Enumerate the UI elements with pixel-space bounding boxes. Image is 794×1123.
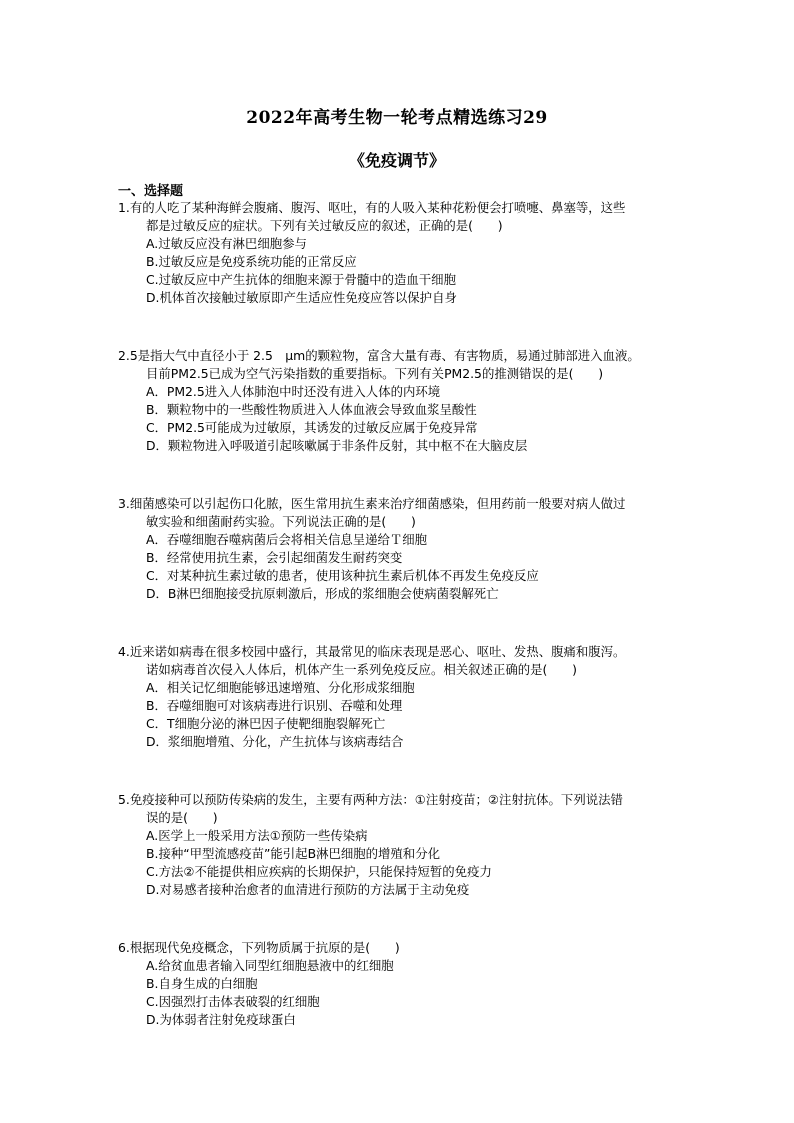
- option-d: D．B淋巴细胞接受抗原刺激后，形成的浆细胞会使病菌裂解死亡: [146, 586, 499, 601]
- question-stem: 5.免疫接种可以预防传染病的发生，主要有两种方法：①注射疫苗；②注射抗体。下列说法错: [118, 792, 623, 807]
- option-d: D.对易感者接种治愈者的血清进行预防的方法属于主动免疫: [146, 882, 470, 897]
- option-a: A.给贫血患者输入同型红细胞悬液中的红细胞: [146, 958, 394, 973]
- option-d: D.机体首次接触过敏原即产生适应性免疫应答以保护自身: [146, 290, 457, 305]
- option-c: C．T细胞分泌的淋巴因子使靶细胞裂解死亡: [146, 716, 386, 731]
- option-c: C.过敏反应中产生抗体的细胞来源于骨髓中的造血干细胞: [146, 272, 456, 287]
- option-c: C.因强烈打击体表破裂的红细胞: [146, 994, 320, 1009]
- question-2: [118, 347, 700, 455]
- option-a: A．吞噬细胞吞噬病菌后会将相关信息呈递给Ｔ细胞: [146, 532, 428, 547]
- option-b: B．颗粒物中的一些酸性物质进入人体血液会导致血浆呈酸性: [146, 402, 477, 417]
- section-heading: 一、选择题: [118, 184, 184, 199]
- question-5: [118, 791, 700, 899]
- option-c: C.方法②不能提供相应疾病的长期保护，只能保持短暂的免疫力: [146, 864, 492, 879]
- option-d: D．颗粒物进入呼吸道引起咳嗽属于非条件反射，其中枢不在大脑皮层: [146, 438, 528, 453]
- question-stem: 误的是( ): [146, 810, 218, 825]
- question-stem: 3.细菌感染可以引起伤口化脓，医生常用抗生素来治疗细菌感染，但用药前一般要对病人做过: [118, 496, 626, 511]
- option-b: B.过敏反应是免疫系统功能的正常反应: [146, 254, 357, 269]
- question-stem: 6.根据现代免疫概念，下列物质属于抗原的是( ): [118, 940, 400, 955]
- page-subtitle: 《免疫调节》: [348, 151, 445, 170]
- question-6: [118, 939, 700, 1029]
- question-1: [118, 199, 700, 307]
- option-a: A.过敏反应没有淋巴细胞参与: [146, 236, 307, 251]
- option-c: C．对某种抗生素过敏的患者，使用该种抗生素后机体不再发生免疫反应: [146, 568, 539, 583]
- option-b: B.自身生成的白细胞: [146, 976, 258, 991]
- question-stem: 1.有的人吃了某种海鲜会腹痛、腹泻、呕吐，有的人吸入某种花粉便会打喷嚏、鼻塞等，这些: [118, 200, 626, 215]
- question-stem: 4.近来诺如病毒在很多校园中盛行，其最常见的临床表现是恶心、呕吐、发热、腹痛和腹泻。: [118, 644, 626, 659]
- question-3: [118, 495, 700, 603]
- option-a: A.医学上一般采用方法①预防一些传染病: [146, 828, 368, 843]
- option-b: B．吞噬细胞可对该病毒进行识别、吞噬和处理: [146, 698, 403, 713]
- question-stem: 都是过敏反应的症状。下列有关过敏反应的叙述，正确的是( ): [146, 218, 503, 233]
- question-stem: 目前PM2.5已成为空气污染指数的重要指标。下列有关PM2.5的推测错误的是( ): [146, 366, 604, 381]
- option-a: A．相关记忆细胞能够迅速增殖、分化形成浆细胞: [146, 680, 415, 695]
- question-4: [118, 643, 700, 751]
- option-c: C．PM2.5可能成为过敏原，其诱发的过敏反应属于免疫异常: [146, 420, 478, 435]
- question-stem: 2.5是指大气中直径小于 2.5 μm的颗粒物，富含大量有毒、有害物质，易通过肺部进入血液。: [118, 348, 640, 363]
- question-stem: 敏实验和细菌耐药实验。下列说法正确的是( ): [146, 514, 416, 529]
- option-d: D．浆细胞增殖、分化，产生抗体与该病毒结合: [146, 734, 404, 749]
- page-title: 2022年高考生物一轮考点精选练习29: [246, 108, 548, 128]
- question-stem: 诺如病毒首次侵入人体后，机体产生一系列免疫反应。相关叙述正确的是( ): [146, 662, 577, 677]
- option-b: B.接种“甲型流感疫苗”能引起B淋巴细胞的增殖和分化: [146, 846, 440, 861]
- option-a: A．PM2.5进入人体肺泡中时还没有进入人体的内环境: [146, 384, 441, 399]
- option-b: B．经常使用抗生素，会引起细菌发生耐药突变: [146, 550, 403, 565]
- option-d: D.为体弱者注射免疫球蛋白: [146, 1012, 296, 1027]
